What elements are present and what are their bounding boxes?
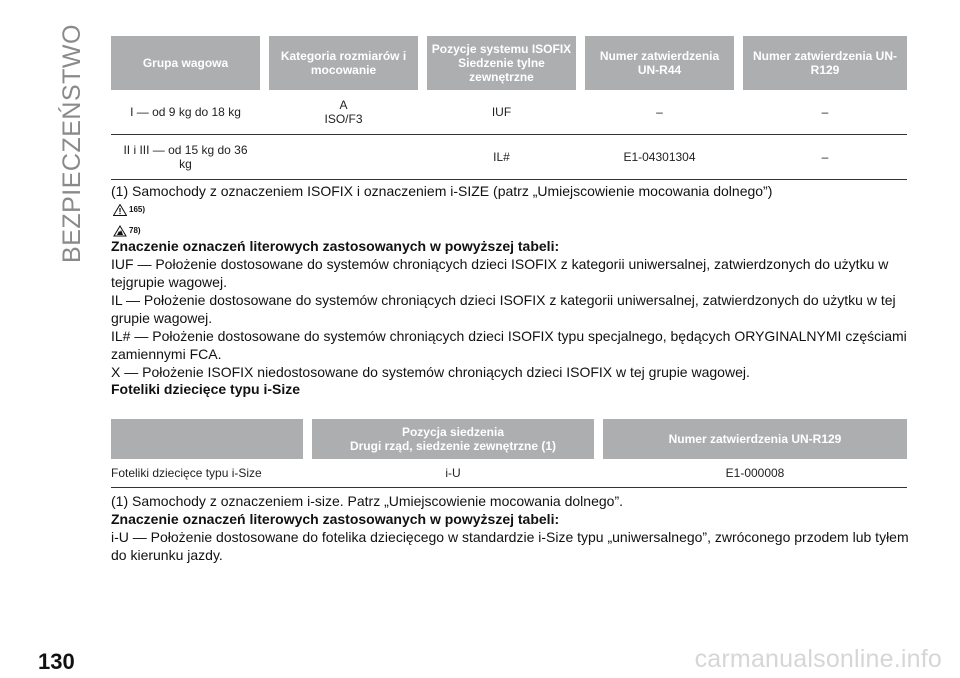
definition-item: IL# — Położenie dostosowane do systemów chroniących dzieci ISOFIX typu specjalnego, będących ORYGINALNYMI częściami zamiennymi FCA. <box>111 328 907 362</box>
cell-approval-r129: – <box>821 150 829 164</box>
cell-weight-group: II i III — od 15 kg do 36 kg <box>123 143 248 171</box>
chapter-side-title <box>57 23 87 263</box>
cell-isofix-position: IL# <box>493 150 510 164</box>
cell-isofix-position: IUF <box>491 105 512 119</box>
cell-approval-r44: – <box>656 105 663 119</box>
header-seat-position-line1: Pozycja siedzenia <box>401 425 505 439</box>
section-heading: Znaczenie oznaczeń literowych zastosowanych w powyższej tabeli: <box>111 238 560 254</box>
warning-triangle-icon <box>113 204 127 216</box>
header-approval-r44: Numer zatwierdzenia UN-R44 <box>585 36 734 90</box>
header-weight-group: Grupa wagowa <box>111 36 260 90</box>
header-seat-position <box>312 419 594 459</box>
definition-item: X — Położenie ISOFIX niedostosowane do systemów chroniących dzieci ISOFIX w tej grupie wagowej. <box>111 364 750 380</box>
header-approval-r129: Numer zatwierdzenia UN-R129 <box>603 419 907 459</box>
header-size-category: Kategoria rozmiarów i mocowanie <box>269 36 418 90</box>
table-row <box>111 90 907 135</box>
cell-fixture: ISO/F3 <box>324 112 363 126</box>
isize-table <box>111 419 907 488</box>
header-seat-position-line2: Drugi rząd, siedzenie zewnętrzne (1) <box>349 439 557 453</box>
footnote-isofix: (1) Samochody z oznaczeniem ISOFIX i oznaczeniem i-SIZE (patrz „Umiejscowienie mocowania dolnego”) <box>111 183 773 199</box>
table-row <box>111 459 907 488</box>
cell-weight-group: I — od 9 kg do 18 kg <box>130 105 241 119</box>
footnote-isize: (1) Samochody z oznaczeniem i-size. Patrz „Umiejscowienie mocowania dolnego”. <box>111 493 623 509</box>
cell-seat-type: Foteliki dziecięce typu i-Size <box>111 466 262 480</box>
cell-size-class: A <box>339 98 348 112</box>
isize-table-header <box>111 419 907 459</box>
header-empty <box>111 419 303 459</box>
cell-seat-position: i-U <box>445 466 461 480</box>
watermark: carmanualsonline.info <box>694 645 942 673</box>
cell-approval-r129: E1-000008 <box>725 466 785 480</box>
chapter-side-title-text: BEZPIECZEŃSTWO <box>57 23 86 263</box>
section-heading: Foteliki dziecięce typu i-Size <box>111 381 301 397</box>
definition-list <box>111 255 911 381</box>
cell-size-category <box>269 90 418 134</box>
section-heading: Znaczenie oznaczeń literowych zastosowanych w powyższej tabeli: <box>111 511 560 527</box>
cell-approval-r44: E1-04301304 <box>623 150 696 164</box>
warning-reference-number: 165) <box>129 205 146 214</box>
table-row <box>111 135 907 180</box>
cell-size-category <box>269 135 418 179</box>
definition-item: IUF — Położenie dostosowane do systemów chroniących dzieci ISOFIX z kategorii uniwersalnej, zatwierdzonych do użytku w tejgrupie wagowej. <box>111 256 889 290</box>
cell-approval-r129: – <box>821 105 829 119</box>
warning-reference[interactable] <box>113 199 145 220</box>
definition-item: i-U — Położenie dostosowane do fotelika dziecięcego w standardzie i-Size typu „uniwersalnego”, zwróconego przodem lub tyłem do kierunku jazdy. <box>111 529 909 563</box>
definition-item: IL — Położenie dostosowane do systemów chroniących dzieci ISOFIX z kategorii uniwersalnej, zatwierdzonych do użytku w tej grupie wagowej. <box>111 292 896 326</box>
warning-references <box>113 199 145 241</box>
hand-notice-icon <box>113 225 127 237</box>
notice-reference-number: 78) <box>129 226 141 235</box>
header-isofix-positions: Pozycje systemu ISOFIX Siedzenie tylne zewnętrzne <box>427 36 576 90</box>
isofix-table-header <box>111 36 907 90</box>
header-approval-r129: Numer zatwierdzenia UN-R129 <box>743 36 907 90</box>
isofix-table <box>111 36 907 180</box>
page-number: 130 <box>38 649 75 674</box>
